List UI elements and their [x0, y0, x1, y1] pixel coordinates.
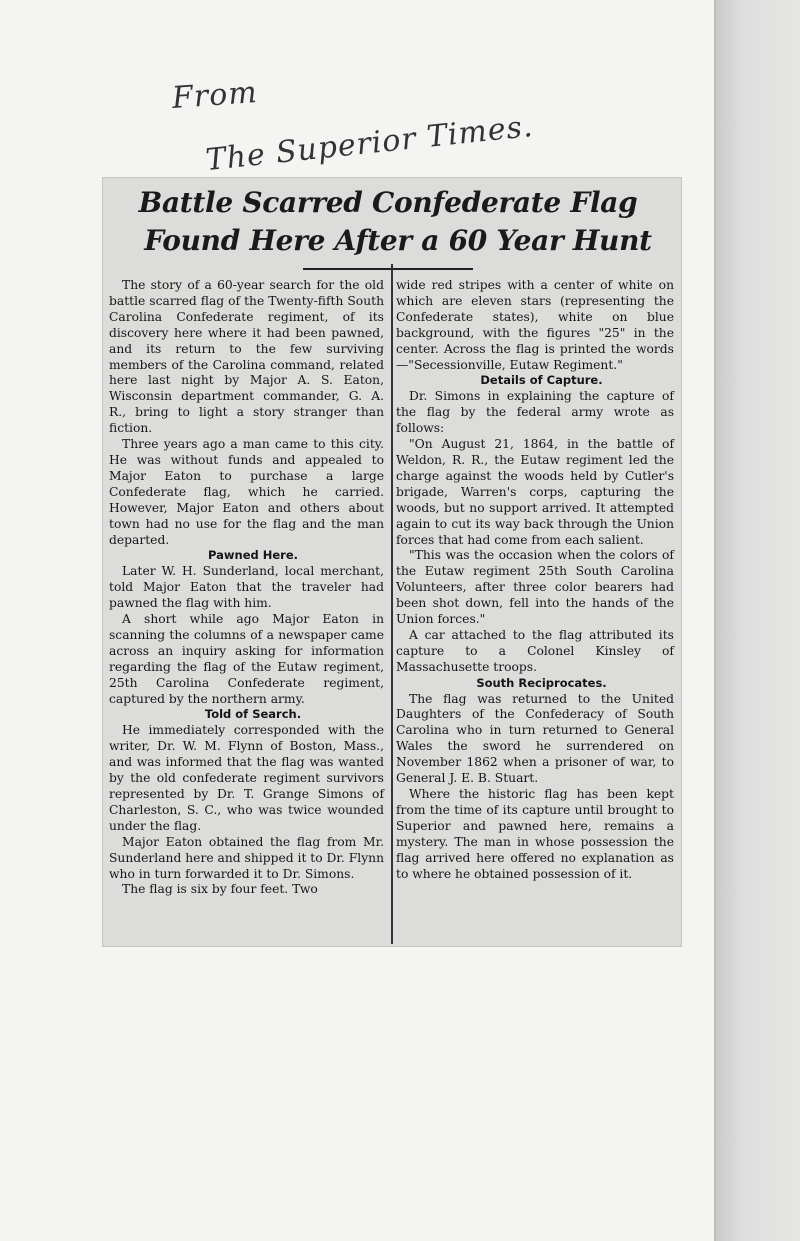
- headline-line-2: Found Here After a 60 Year Hunt: [144, 224, 652, 257]
- paragraph: He immediately corresponded with the writer, Dr. W. M. Flynn of Boston, Mass., and was informed that the flag was wanted by the old confederate regiment survivors represented by Dr. T. Grange Simons of Charleston, S. C., who was twice wounded under the flag.: [109, 723, 384, 833]
- paragraph: wide red stripes with a center of white on which are eleven stars (representing the Confederate states), white on blue background, with the figures "25" in the center. Across the flag is printed the words—"Secessionville, Eutaw Regiment.": [396, 278, 674, 372]
- adjacent-page-edge: [716, 0, 800, 1241]
- handwritten-from: From: [170, 75, 259, 116]
- subhead-told-of-search: Told of Search.: [204, 707, 302, 722]
- paragraph: The flag was returned to the United Daughters of the Confederacy of South Carolina who in turn returned to General Wales the sword he surrendered on November 1862 when a prisoner of war, to General J. E. B. Stuart.: [396, 691, 674, 786]
- subhead-details-of-capture: Details of Capture.: [480, 373, 603, 388]
- paragraph: "On August 21, 1864, in the battle of Weldon, R. R., the Eutaw regiment led the charge against the woods held by Cutler's brigade, Warren's corps, capturing the woods, but no support arrived. It attempted again to cut its way back through the Union forces that had come from each salient.: [396, 437, 674, 547]
- paragraph: Major Eaton obtained the flag from Mr. Sunderland here and shipped it to Dr. Flynn who in turn forwarded it to Dr. Simons.: [109, 834, 385, 881]
- paragraph: A car attached to the flag attributed its capture to a Colonel Kinsley of Massachusette troops.: [396, 627, 674, 674]
- paragraph: Dr. Simons in explaining the capture of the flag by the federal army wrote as follows:: [396, 389, 674, 436]
- headline-line-1: Battle Scarred Confederate Flag: [138, 186, 638, 219]
- article-column-right: [396, 278, 674, 882]
- paragraph: A short while ago Major Eaton in scanning the columns of a newspaper came across an inquiry asking for information regarding the flag of the Eutaw regiment, 25th Carolina Confederate regiment, captured by the northern army.: [109, 612, 384, 706]
- newspaper-clipping: [103, 178, 681, 946]
- column-rule: [391, 264, 393, 944]
- paragraph: Where the historic flag has been kept from the time of its capture until brought to Superior and pawned here, remains a mystery. The man in whose possession the flag arrived here offered no explanation as to where he obtained possession of it.: [396, 787, 674, 881]
- subhead-pawned-here: Pawned Here.: [208, 548, 298, 563]
- article-column-left: [109, 278, 384, 898]
- handwritten-newspaper-name: The Superior Times.: [204, 108, 536, 179]
- paragraph: Later W. H. Sunderland, local merchant, told Major Eaton that the traveler had pawned the flag with him.: [109, 564, 384, 611]
- paragraph: Three years ago a man came to this city. He was without funds and appealed to Major Eaton to purchase a large Confederate flag, which he carried. However, Major Eaton and others about town had no use for the flag and the man departed.: [109, 437, 384, 547]
- paragraph: The flag is six by four feet. Two: [122, 882, 318, 897]
- subhead-south-reciprocates: South Reciprocates.: [476, 675, 607, 690]
- paragraph: "This was the occasion when the colors of the Eutaw regiment 25th South Carolina Volunteers, after three color bearers had been shot down, fell into the hands of the Union forces.": [396, 548, 674, 627]
- headline-rule: [303, 268, 473, 270]
- paragraph: The story of a 60-year search for the old battle scarred flag of the Twenty-fifth South Carolina Confederate regiment, of its discovery here where it had been pawned, and its return to the few surviving members of the Carolina command, related here last night by Major A. S. Eaton, Wisconsin department commander, G. A. R., bring to light a story stranger than fiction.: [109, 278, 384, 436]
